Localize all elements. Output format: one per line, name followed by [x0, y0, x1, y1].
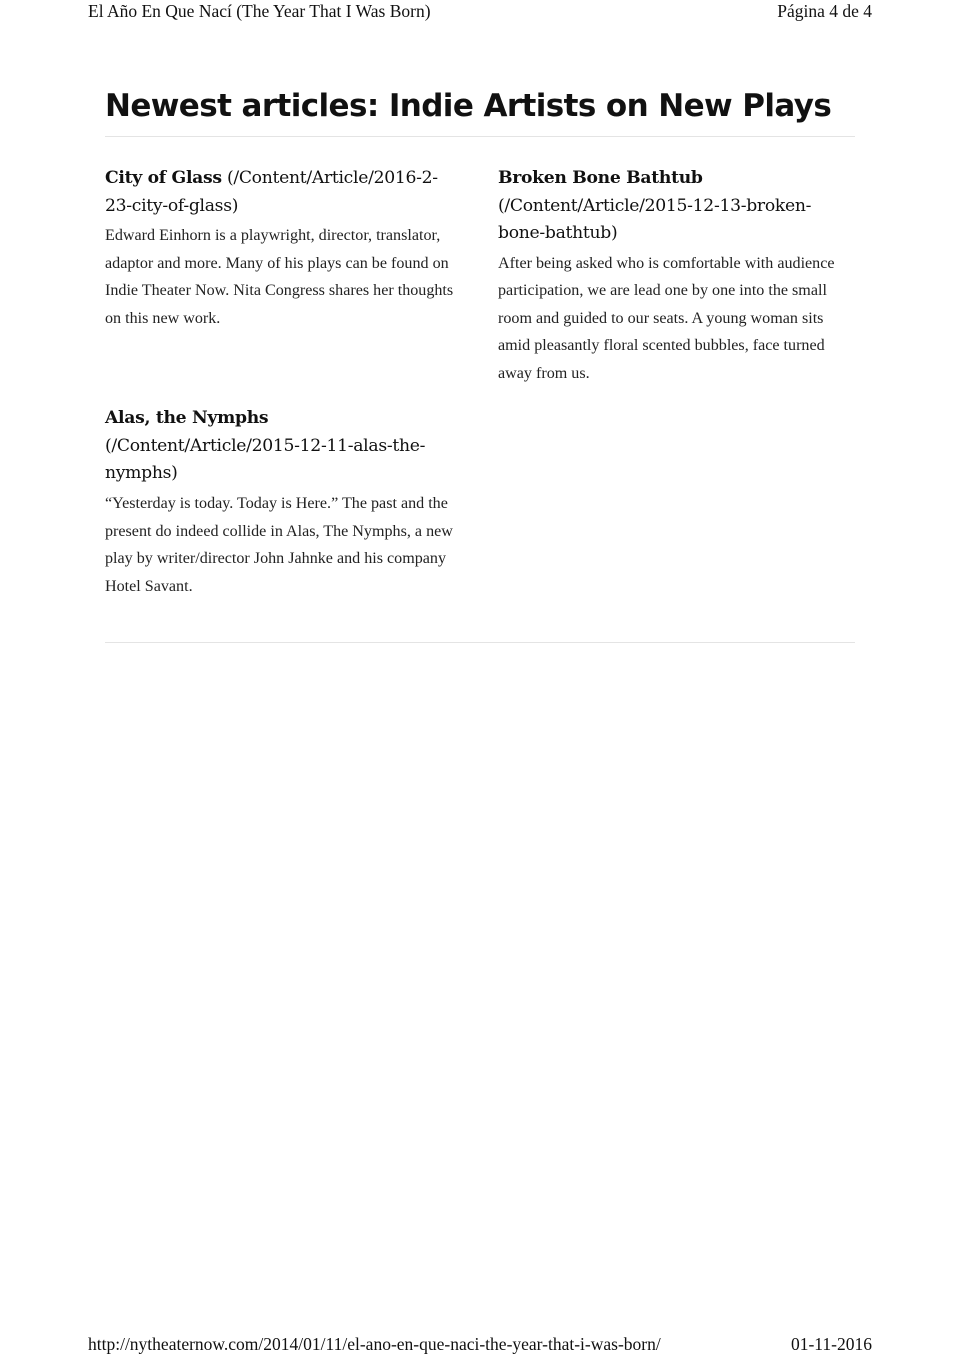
article-card [105, 165, 461, 387]
article-description: Edward Einhorn is a playwright, director, translator, adaptor and more. Many of his plays can be found on Indie Theater Now. Nita Congress shares her thoughts on this new work. [105, 227, 454, 327]
print-date: 01-11-2016 [790, 1334, 872, 1354]
article-card [498, 165, 854, 387]
article-url: (/Content/Article/2016-2-23-city-of-glass) [105, 168, 438, 216]
article-heading [498, 165, 854, 248]
article-description: “Yesterday is today. Today is Here.” The past and the present do indeed collide in Alas, The Nymphs, a new play by writer/director John Jahnke and his company Hotel Savant. [105, 494, 453, 595]
article-card [105, 405, 461, 600]
article-title-link[interactable]: Alas, the Nymphs [105, 408, 269, 429]
article-url: (/Content/Article/2015-12-13-broken-bone-bathtub) [498, 195, 812, 243]
print-url: http://nytheaternow.com/2014/01/11/el-ano-en-que-naci-the-year-that-i-was-born/ [88, 1334, 661, 1354]
print-page-number: Página 4 de 4 [777, 1, 872, 21]
article-title-link[interactable]: City of Glass [105, 168, 222, 188]
article-title-link[interactable]: Broken Bone Bathtub [498, 168, 703, 188]
article-description: After being asked who is comfortable with audience participation, we are lead one by one into the small room and guided to our seats. A young woman sits amid pleasantly floral scented bubbles, face turned away from us. [498, 254, 835, 382]
articles-grid [105, 137, 855, 643]
article-url: (/Content/Article/2015-12-11-alas-the-nymphs) [105, 435, 426, 484]
newest-articles-section [105, 84, 855, 643]
print-footer [88, 1334, 872, 1355]
section-title: Newest articles: Indie Artists on New Plays [105, 84, 855, 137]
article-heading [105, 405, 461, 488]
print-page-title: El Año En Que Nací (The Year That I Was Born) [88, 1, 431, 21]
article-heading [105, 165, 461, 220]
print-header [88, 1, 872, 22]
